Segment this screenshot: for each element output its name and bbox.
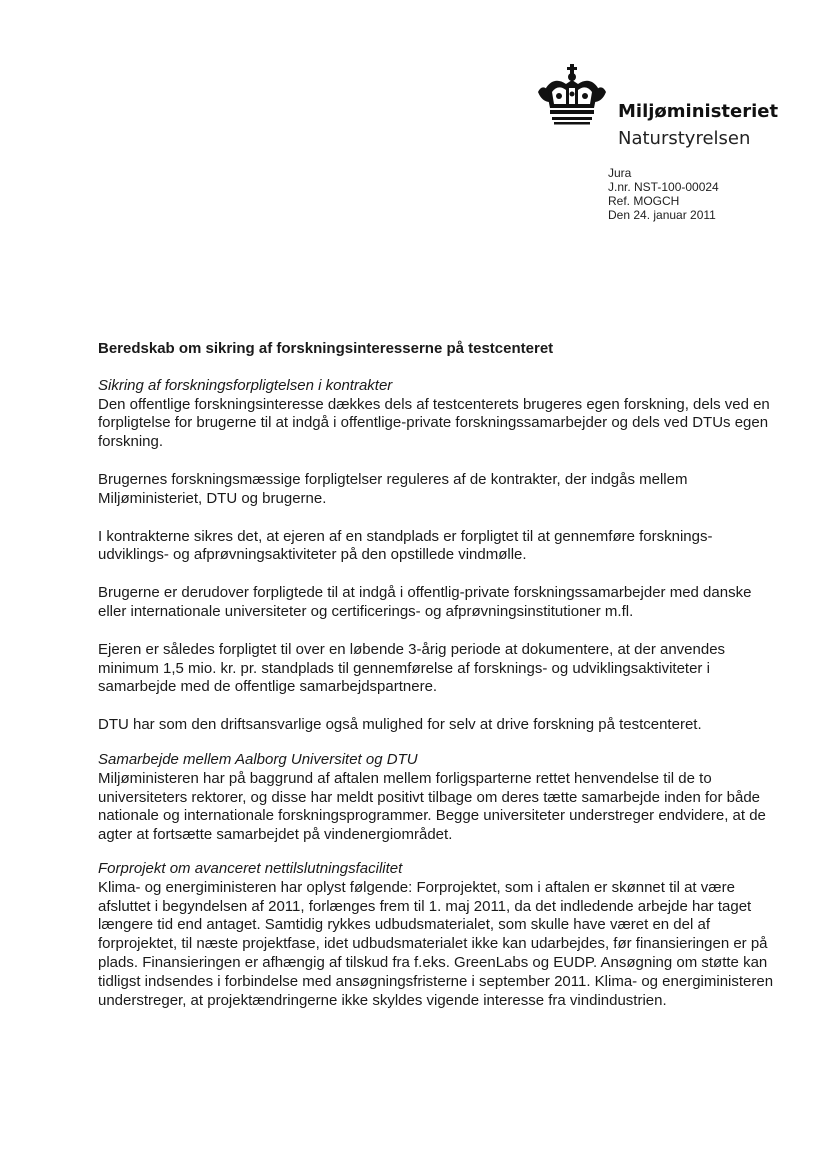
agency-name: Naturstyrelsen <box>618 128 751 149</box>
department: Jura <box>608 166 632 180</box>
section-forskningsforpligtelse <box>98 377 778 735</box>
section-forprojekt <box>98 860 778 1010</box>
paragraph: Klima- og energiministeren har oplyst følgende: Forprojektet, som i aftalen er skønnet til at være afsluttet i begyndelsen af 2011, forlænges frem til 1. maj 2011, da det indledende arbejde har taget længere tid end antaget. Samtidig rykkes udbudsmaterialet, som skulle have været en del af forprojektet, til næste projektfase, idet udbudsmaterialet ikke kan udarbejdes, før finansieringen er på plads. Finansieringen er afhængig af tilskud fra f.eks. GreenLabs og EUDP. Ansøgning om støtte kan tidligst indsendes i forbindelse med ansøgningsfristerne i september 2011. Klima- og energiministeren understreger, at projektændringerne ikke skyldes vigende interesse fra vindindustrien. <box>98 878 774 1009</box>
paragraph: Ejeren er således forpligtet til over en løbende 3-årig periode at dokumentere, at der anvendes minimum 1,5 mio. kr. pr. standplads til gennemførelse af forsknings- og udviklingsaktiviteter i samarbejde med de offentlige samarbejdspartnere. <box>98 640 726 696</box>
section-heading: Samarbejde mellem Aalborg Universitet og DTU <box>98 750 418 768</box>
paragraph: I kontrakterne sikres det, at ejeren af en standplads er forpligtet til at gennemføre forsknings- udviklings- og afprøvningsaktiviteter på den opstillede vindmølle. <box>98 527 713 564</box>
organization-block <box>618 100 778 152</box>
paragraph: Brugerne er derudover forpligtede til at indgå i offentlig-private forskningssamarbejder med danske eller internationale universiteter og certificerings- og afprøvningsinstitutioner m.fl. <box>98 584 752 620</box>
document-date: Den 24. januar 2011 <box>608 208 716 222</box>
document-meta <box>608 166 719 222</box>
section-heading: Forprojekt om avanceret nettilslutningsfacilitet <box>98 859 403 877</box>
journal-number: J.nr. NST-100-00024 <box>608 180 719 194</box>
reference: Ref. MOGCH <box>608 194 680 208</box>
document-body <box>98 340 778 1025</box>
paragraph: Brugernes forskningsmæssige forpligtelser reguleres af de kontrakter, der indgås mellem Miljøministeriet, DTU og brugerne. <box>98 470 688 507</box>
section-samarbejde <box>98 751 778 845</box>
paragraph: Den offentlige forskningsinteresse dækkes dels af testcenterets brugeres egen forskning, dels ved en forpligtelse for brugerne til at indgå i offentlige-private forskningssamarbejder og dels ved DTUs egen forskning. <box>98 395 770 451</box>
document-title: Beredskab om sikring af forskningsinteresserne på testcenteret <box>98 340 554 357</box>
crown-icon <box>536 62 608 128</box>
ministry-name: Miljøministeriet <box>618 101 779 122</box>
paragraph: Miljøministeren har på baggrund af aftalen mellem forligsparterne rettet henvendelse til de to universiteters rektorer, og disse har meldt positivt tilbage om deres tætte samarbejde inden for både nationale og internationale forskningsprogrammer. Begge universiteter understreger endvidere, at de agter at fortsætte samarbejdet på vindenergiområdet. <box>98 769 766 844</box>
paragraph: DTU har som den driftsansvarlige også mulighed for selv at drive forskning på testcenteret. <box>98 716 702 734</box>
section-heading: Sikring af forskningsforpligtelsen i kontrakter <box>98 376 393 394</box>
